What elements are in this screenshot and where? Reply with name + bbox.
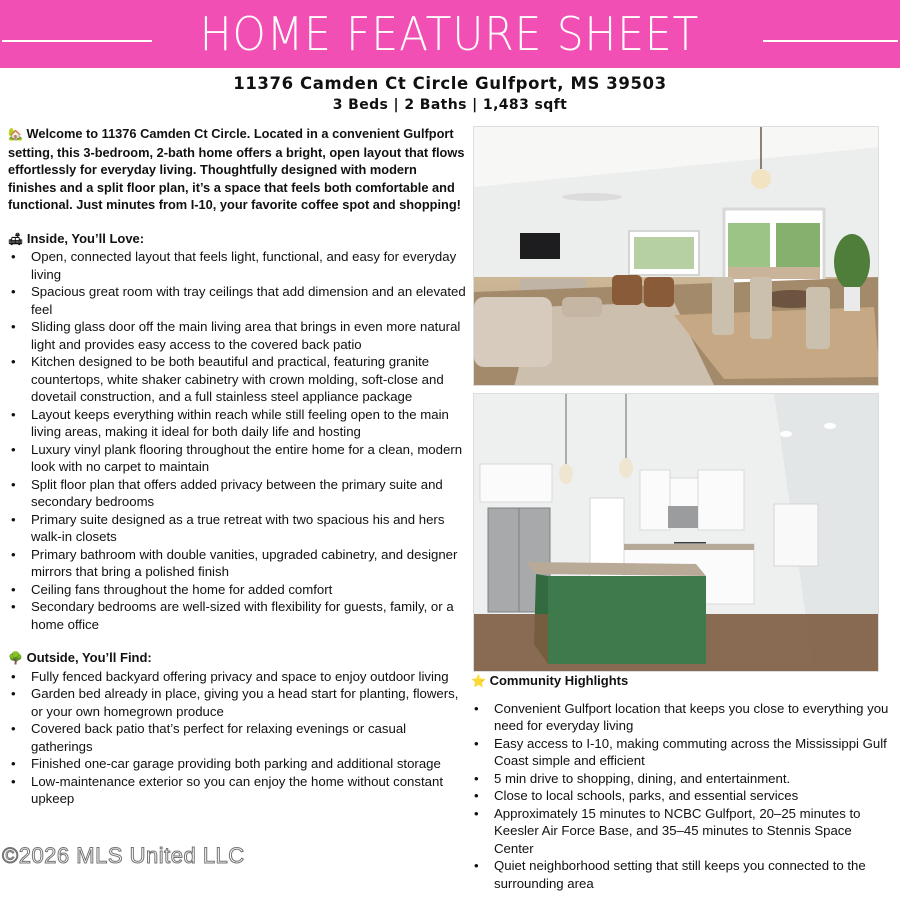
outside-list — [8, 668, 468, 808]
list-item: • Kitchen designed to be both beautiful and practical, featuring granite countertops, white shaker cabinetry with crown molding, soft-close and dovetail construction, and a full stainless steel appliance package — [8, 353, 468, 406]
list-item: • Finished one-car garage providing both parking and additional storage — [8, 755, 468, 773]
list-item: • Primary suite designed as a true retreat with two spacious his and hers walk-in closets — [8, 511, 468, 546]
banner-rule-left — [2, 40, 152, 42]
living-room-illustration — [474, 127, 879, 386]
list-item: • Spacious great room with tray ceilings that add dimension and an elevated feel — [8, 283, 468, 318]
list-item: • Close to local schools, parks, and essential services — [471, 787, 891, 805]
community-heading — [471, 672, 891, 691]
property-address: 11376 Camden Ct Circle Gulfport, MS 39503 — [233, 74, 667, 93]
inside-list — [8, 248, 468, 633]
outside-heading — [8, 649, 468, 668]
list-item: • Ceiling fans throughout the home for added comfort — [8, 581, 468, 599]
banner-rule-right — [763, 40, 898, 42]
inside-title: Inside, You’ll Love: — [26, 230, 145, 246]
outside-title: Outside, You’ll Find: — [26, 650, 152, 666]
left-column — [8, 125, 468, 808]
list-item: • Sliding glass door off the main living area that brings in even more natural light and provides easy access to the covered back patio — [8, 318, 468, 353]
list-item: • Covered back patio that’s perfect for relaxing evenings or casual gatherings — [8, 720, 468, 755]
list-item: • Fully fenced backyard offering privacy and space to enjoy outdoor living — [8, 668, 468, 686]
list-item: • Layout keeps everything within reach while still feeling open to the main living areas, making it ideal for both daily life and hosting — [8, 406, 468, 441]
property-specs: 3 Beds | 2 Baths | 1,483 sqft — [332, 97, 568, 113]
kitchen-illustration — [474, 394, 879, 672]
list-item: • Luxury vinyl plank flooring throughout the entire home for a clean, modern look with no carpet to maintain — [8, 441, 468, 476]
living-room-photo — [473, 126, 879, 386]
right-column — [471, 672, 891, 892]
list-item: • Garden bed already in place, giving you a head start for planting, flowers, or your own homegrown produce — [8, 685, 468, 720]
intro-text: Welcome to 11376 Camden Ct Circle. Located in a convenient Gulfport setting, this 3-bedroom, 2-bath home offers a bright, open layout that flows effortlessly for everyday living. Thoughtfully designed with modern finishes and a split floor plan, it’s a space that feels both comfortable and functional. Just minutes from I-10, your favorite coffee spot and shopping! — [8, 126, 465, 213]
list-item: • Open, connected layout that feels light, functional, and easy for everyday living — [8, 248, 468, 283]
house-icon: 🏡 — [8, 127, 23, 141]
couch-icon: 🛋 — [8, 231, 24, 246]
header-banner — [0, 0, 900, 68]
page-title: HOME FEATURE SHEET — [200, 7, 700, 61]
list-item: • Quiet neighborhood setting that still keeps you connected to the surrounding area — [471, 857, 891, 892]
copyright-watermark: ©2026 MLS United LLC — [2, 843, 245, 868]
inside-heading — [8, 230, 468, 249]
star-icon: ⭐ — [471, 674, 486, 688]
list-item: • Convenient Gulfport location that keeps you close to everything you need for everyday living — [471, 700, 891, 735]
list-item: • Approximately 15 minutes to NCBC Gulfport, 20–25 minutes to Keesler Air Force Base, and 35–45 minutes to Stennis Space Center — [471, 805, 891, 858]
tree-icon: 🌳 — [8, 651, 23, 666]
list-item: • Primary bathroom with double vanities, upgraded cabinetry, and designer mirrors that bring a polished finish — [8, 546, 468, 581]
kitchen-photo — [473, 393, 879, 672]
list-item: • Low-maintenance exterior so you can enjoy the home without constant upkeep — [8, 773, 468, 808]
list-item: • 5 min drive to shopping, dining, and entertainment. — [471, 770, 891, 788]
intro-paragraph — [8, 125, 468, 214]
list-item: • Easy access to I-10, making commuting across the Mississippi Gulf Coast simple and efficient — [471, 735, 891, 770]
list-item: • Secondary bedrooms are well-sized with flexibility for guests, family, or a home office — [8, 598, 468, 633]
community-list — [471, 700, 891, 893]
community-title: Community Highlights — [489, 673, 629, 688]
list-item: • Split floor plan that offers added privacy between the primary suite and secondary bedrooms — [8, 476, 468, 511]
